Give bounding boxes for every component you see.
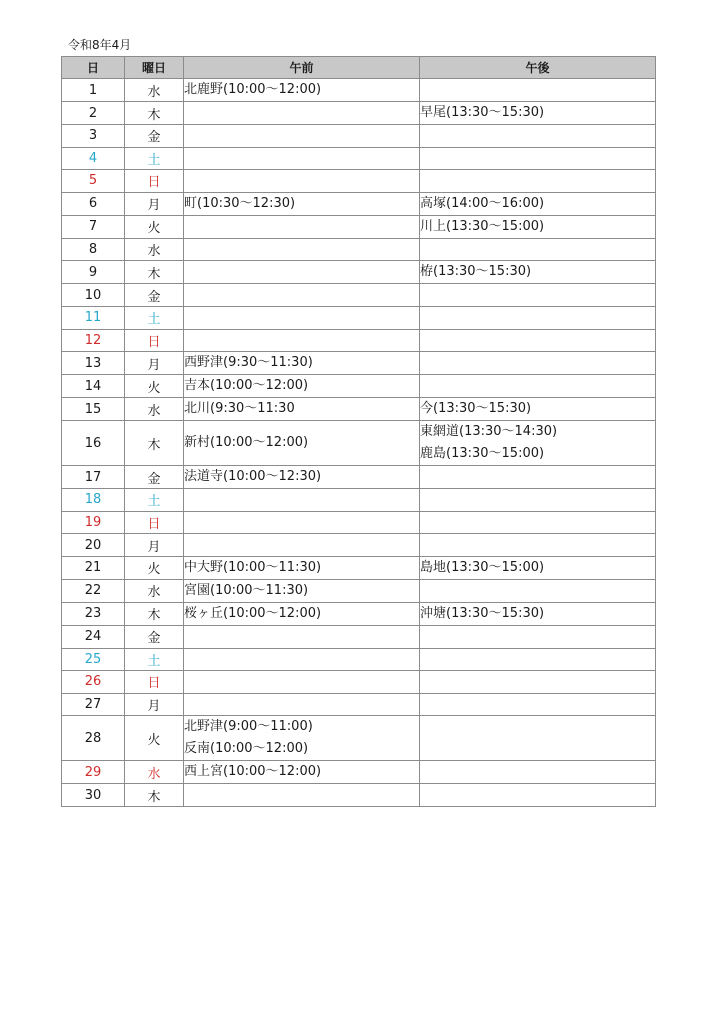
afternoon-cell — [420, 784, 656, 807]
afternoon-cell — [420, 693, 656, 716]
header-day: 日 — [62, 57, 125, 79]
afternoon-cell — [420, 602, 656, 625]
weekday-cell: 木 — [125, 602, 184, 625]
table-row — [62, 784, 656, 807]
afternoon-cell — [420, 79, 656, 102]
morning-cell — [184, 102, 420, 125]
day-cell: 25 — [62, 648, 125, 671]
day-cell: 29 — [62, 761, 125, 784]
afternoon-cell — [420, 284, 656, 307]
morning-cell — [184, 761, 420, 784]
day-cell: 19 — [62, 511, 125, 534]
table-row — [62, 261, 656, 284]
table-row — [62, 79, 656, 102]
schedule-entry: 北鹿野(10:00～12:00) — [184, 82, 322, 97]
weekday-cell: 日 — [125, 170, 184, 193]
weekday-cell: 日 — [125, 671, 184, 694]
weekday-cell: 日 — [125, 329, 184, 352]
schedule-entry: 西野津(9:30～11:30) — [184, 355, 313, 371]
table-row — [62, 421, 656, 466]
morning-cell — [184, 261, 420, 284]
table-row — [62, 329, 656, 352]
table-row — [62, 671, 656, 694]
weekday-cell: 土 — [125, 306, 184, 329]
morning-cell — [184, 556, 420, 579]
afternoon-cell — [420, 625, 656, 648]
day-cell: 12 — [62, 329, 125, 352]
table-row — [62, 556, 656, 579]
weekday-cell: 火 — [125, 716, 184, 761]
morning-cell — [184, 79, 420, 102]
table-row — [62, 352, 656, 375]
morning-cell — [184, 192, 420, 215]
schedule-entry: 町(10:30～12:30) — [184, 195, 296, 211]
weekday-cell: 土 — [125, 489, 184, 512]
day-cell: 8 — [62, 238, 125, 261]
morning-cell — [184, 352, 420, 375]
afternoon-cell — [420, 398, 656, 421]
afternoon-cell — [420, 215, 656, 238]
weekday-cell: 金 — [125, 466, 184, 489]
morning-cell — [184, 511, 420, 534]
table-row — [62, 125, 656, 148]
table-row — [62, 716, 656, 761]
weekday-cell: 水 — [125, 761, 184, 784]
afternoon-cell — [420, 352, 656, 375]
afternoon-cell — [420, 102, 656, 125]
weekday-cell: 火 — [125, 556, 184, 579]
schedule-table — [61, 56, 656, 807]
table-row — [62, 215, 656, 238]
weekday-cell: 月 — [125, 192, 184, 215]
day-cell: 11 — [62, 306, 125, 329]
afternoon-cell — [420, 716, 656, 761]
day-cell: 9 — [62, 261, 125, 284]
morning-cell — [184, 466, 420, 489]
table-row — [62, 284, 656, 307]
table-row — [62, 625, 656, 648]
afternoon-cell — [420, 761, 656, 784]
day-cell: 26 — [62, 671, 125, 694]
morning-cell — [184, 125, 420, 148]
schedule-entry: 桜ヶ丘(10:00～12:00) — [184, 605, 322, 621]
day-cell: 10 — [62, 284, 125, 307]
afternoon-cell — [420, 556, 656, 579]
weekday-cell: 金 — [125, 284, 184, 307]
afternoon-cell — [420, 375, 656, 398]
morning-cell — [184, 398, 420, 421]
weekday-cell: 木 — [125, 784, 184, 807]
afternoon-cell — [420, 421, 656, 466]
schedule-entry: 今(13:30～15:30) — [420, 401, 532, 417]
morning-cell — [184, 170, 420, 193]
afternoon-cell — [420, 511, 656, 534]
day-cell: 30 — [62, 784, 125, 807]
morning-cell — [184, 306, 420, 329]
day-cell: 15 — [62, 398, 125, 421]
morning-cell — [184, 375, 420, 398]
table-row — [62, 648, 656, 671]
table-row — [62, 534, 656, 557]
morning-cell — [184, 421, 420, 466]
table-row — [62, 238, 656, 261]
table-row — [62, 102, 656, 125]
day-cell: 24 — [62, 625, 125, 648]
day-cell: 3 — [62, 125, 125, 148]
afternoon-cell — [420, 579, 656, 602]
weekday-cell: 火 — [125, 215, 184, 238]
afternoon-cell — [420, 261, 656, 284]
morning-cell — [184, 147, 420, 170]
day-cell: 5 — [62, 170, 125, 193]
morning-cell — [184, 648, 420, 671]
schedule-entry: 栫(13:30～15:30) — [420, 264, 532, 280]
day-cell: 20 — [62, 534, 125, 557]
afternoon-cell — [420, 648, 656, 671]
schedule-entry: 北川(9:30～11:30 — [184, 401, 295, 417]
afternoon-cell — [420, 125, 656, 148]
weekday-cell: 木 — [125, 421, 184, 466]
schedule-entry: 沖塘(13:30～15:30) — [420, 605, 545, 621]
afternoon-cell — [420, 147, 656, 170]
day-cell: 18 — [62, 489, 125, 512]
schedule-entry: 早尾(13:30～15:30) — [420, 105, 545, 120]
schedule-entry: 東網道(13:30～14:30) — [420, 424, 558, 440]
day-cell: 13 — [62, 352, 125, 375]
afternoon-cell — [420, 192, 656, 215]
morning-cell — [184, 602, 420, 625]
morning-cell — [184, 329, 420, 352]
table-row — [62, 466, 656, 489]
weekday-cell: 木 — [125, 102, 184, 125]
table-row — [62, 398, 656, 421]
day-cell: 21 — [62, 556, 125, 579]
schedule-entry: 高塚(14:00～16:00) — [420, 195, 545, 211]
morning-cell — [184, 716, 420, 761]
weekday-cell: 土 — [125, 147, 184, 170]
table-row — [62, 761, 656, 784]
weekday-cell: 土 — [125, 648, 184, 671]
weekday-cell: 月 — [125, 693, 184, 716]
morning-cell — [184, 693, 420, 716]
morning-cell — [184, 625, 420, 648]
day-cell: 2 — [62, 102, 125, 125]
table-row — [62, 511, 656, 534]
table-row — [62, 170, 656, 193]
schedule-entry: 法道寺(10:00～12:30) — [184, 469, 322, 485]
header-morning: 午前 — [184, 57, 420, 79]
table-row — [62, 192, 656, 215]
day-cell: 28 — [62, 716, 125, 761]
day-cell: 27 — [62, 693, 125, 716]
schedule-entry: 西上宮(10:00～12:00) — [184, 764, 322, 780]
schedule-entry: 吉本(10:00～12:00) — [184, 378, 309, 394]
schedule-entry: 中大野(10:00～11:30) — [184, 559, 322, 575]
table-row — [62, 306, 656, 329]
afternoon-cell — [420, 306, 656, 329]
morning-cell — [184, 284, 420, 307]
day-cell: 23 — [62, 602, 125, 625]
schedule-entry: 北野津(9:00～11:00) — [184, 719, 313, 735]
morning-cell — [184, 215, 420, 238]
table-row — [62, 602, 656, 625]
afternoon-cell — [420, 534, 656, 557]
weekday-cell: 金 — [125, 125, 184, 148]
page-title: 令和8年4月 — [68, 38, 132, 52]
schedule-entry: 新村(10:00～12:00) — [184, 435, 309, 451]
day-cell: 6 — [62, 192, 125, 215]
weekday-cell: 水 — [125, 579, 184, 602]
weekday-cell: 水 — [125, 79, 184, 102]
table-row — [62, 147, 656, 170]
weekday-cell: 月 — [125, 534, 184, 557]
day-cell: 1 — [62, 79, 125, 102]
table-row — [62, 489, 656, 512]
table-row — [62, 375, 656, 398]
schedule-entry: 宮園(10:00～11:30) — [184, 582, 309, 598]
weekday-cell: 木 — [125, 261, 184, 284]
day-cell: 4 — [62, 147, 125, 170]
header-afternoon: 午後 — [420, 57, 656, 79]
day-cell: 7 — [62, 215, 125, 238]
morning-cell — [184, 534, 420, 557]
morning-cell — [184, 489, 420, 512]
afternoon-cell — [420, 466, 656, 489]
header-weekday: 曜日 — [125, 57, 184, 79]
day-cell: 14 — [62, 375, 125, 398]
weekday-cell: 水 — [125, 398, 184, 421]
table-row — [62, 693, 656, 716]
schedule-entry: 反南(10:00～12:00) — [184, 741, 309, 757]
morning-cell — [184, 579, 420, 602]
day-cell: 22 — [62, 579, 125, 602]
morning-cell — [184, 238, 420, 261]
schedule-entry: 鹿島(13:30～15:00) — [420, 446, 545, 462]
weekday-cell: 火 — [125, 375, 184, 398]
schedule-entry: 島地(13:30～15:00) — [420, 559, 545, 575]
schedule-entry: 川上(13:30～15:00) — [420, 218, 545, 234]
weekday-cell: 月 — [125, 352, 184, 375]
weekday-cell: 金 — [125, 625, 184, 648]
afternoon-cell — [420, 238, 656, 261]
day-cell: 16 — [62, 421, 125, 466]
afternoon-cell — [420, 170, 656, 193]
weekday-cell: 水 — [125, 238, 184, 261]
afternoon-cell — [420, 489, 656, 512]
morning-cell — [184, 671, 420, 694]
afternoon-cell — [420, 329, 656, 352]
table-header-row — [62, 57, 656, 79]
weekday-cell: 日 — [125, 511, 184, 534]
afternoon-cell — [420, 671, 656, 694]
day-cell: 17 — [62, 466, 125, 489]
table-row — [62, 579, 656, 602]
morning-cell — [184, 784, 420, 807]
